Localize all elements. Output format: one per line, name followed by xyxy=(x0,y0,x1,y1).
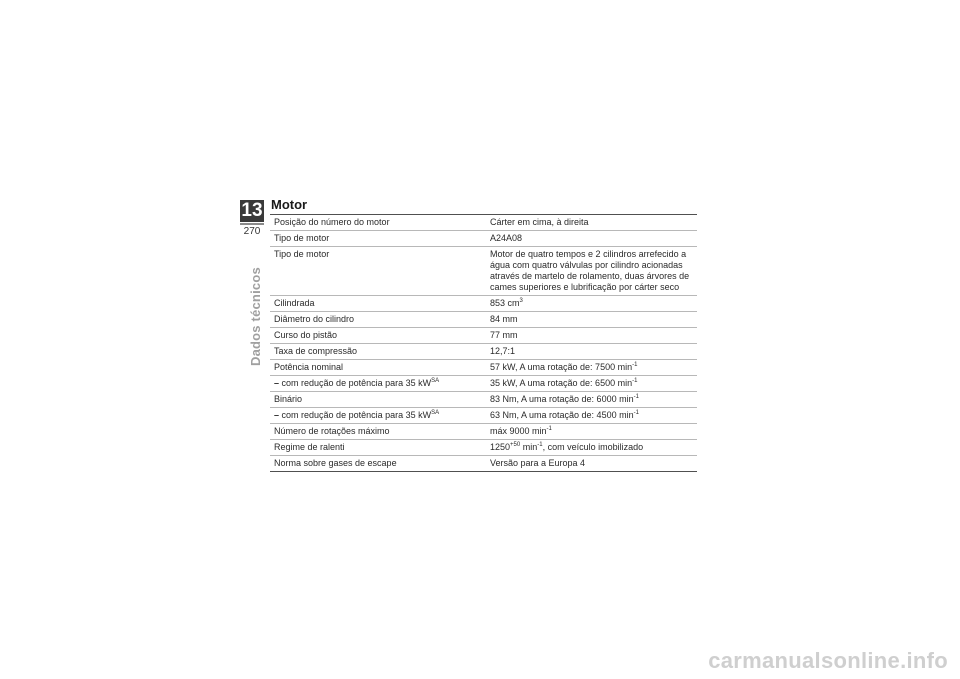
spec-value: 12,7:1 xyxy=(486,344,697,360)
table-row xyxy=(270,247,697,296)
spec-label: Binário xyxy=(270,392,486,408)
spec-value: 35 kW, A uma rotação de: 6500 $\min^{-1}$ xyxy=(486,376,697,392)
spec-value: Versão para a Europa 4 xyxy=(486,456,697,472)
table-row xyxy=(270,456,697,472)
spec-value: 83 Nm, A uma rotação de: 6000 $\min^{-1}$ xyxy=(486,392,697,408)
spec-label: – com redução de potência para 35 $kW^{SA}$ xyxy=(270,376,486,392)
spec-label: – com redução de potência para 35 $kW^{SA}$ xyxy=(270,408,486,424)
spec-value: 63 Nm, A uma rotação de: 4500 $\min^{-1}$ xyxy=(486,408,697,424)
table-row xyxy=(270,376,697,392)
table-row xyxy=(270,312,697,328)
spec-value: 77 mm xyxy=(486,328,697,344)
table-row xyxy=(270,296,697,312)
watermark: carmanualsonline.info xyxy=(708,648,948,673)
page-number: 270 xyxy=(243,226,261,237)
table-row xyxy=(270,328,697,344)
spec-label: Potência nominal xyxy=(270,360,486,376)
dash-bullet: – xyxy=(274,378,280,388)
engine-spec-table xyxy=(270,214,697,472)
table-row xyxy=(270,440,697,456)
chapter-side-label: Dados técnicos xyxy=(248,267,263,366)
dash-bullet: – xyxy=(274,410,280,420)
spec-value: máx 9000 $\min^{-1}$ xyxy=(486,424,697,440)
spec-label: Regime de ralenti xyxy=(270,440,486,456)
section-title: Motor xyxy=(271,197,308,212)
spec-label: Diâmetro do cilindro xyxy=(270,312,486,328)
spec-value: 84 mm xyxy=(486,312,697,328)
spec-value: Motor de quatro tempos e 2 cilindros arrefecido a água com quatro válvulas por cilindro acionadas através de martelo de rolamento, duas árvores de cames superiores e lubrificação por cárter seco xyxy=(486,247,697,296)
table-row xyxy=(270,231,697,247)
table-row xyxy=(270,215,697,231)
spec-label: Curso do pistão xyxy=(270,328,486,344)
spec-label: Tipo de motor xyxy=(270,231,486,247)
table-row xyxy=(270,424,697,440)
chapter-number-badge: 13 xyxy=(241,200,263,221)
spec-value: $1250^{+50}$ $\min^{-1}$, com veículo imobilizado xyxy=(486,440,697,456)
table-row xyxy=(270,392,697,408)
spec-value: A24A08 xyxy=(486,231,697,247)
spec-value: 57 kW, A uma rotação de: 7500 $\min^{-1}$ xyxy=(486,360,697,376)
spec-label: Cilindrada xyxy=(270,296,486,312)
spec-label: Tipo de motor xyxy=(270,247,486,296)
spec-label: Número de rotações máximo xyxy=(270,424,486,440)
spec-label: Taxa de compressão xyxy=(270,344,486,360)
table-row xyxy=(270,344,697,360)
spec-label: Posição do número do motor xyxy=(270,215,486,231)
spec-value: Cárter em cima, à direita xyxy=(486,215,697,231)
table-row xyxy=(270,360,697,376)
spec-label: Norma sobre gases de escape xyxy=(270,456,486,472)
table-row xyxy=(270,408,697,424)
spec-value: 853 $cm^3$ xyxy=(486,296,697,312)
